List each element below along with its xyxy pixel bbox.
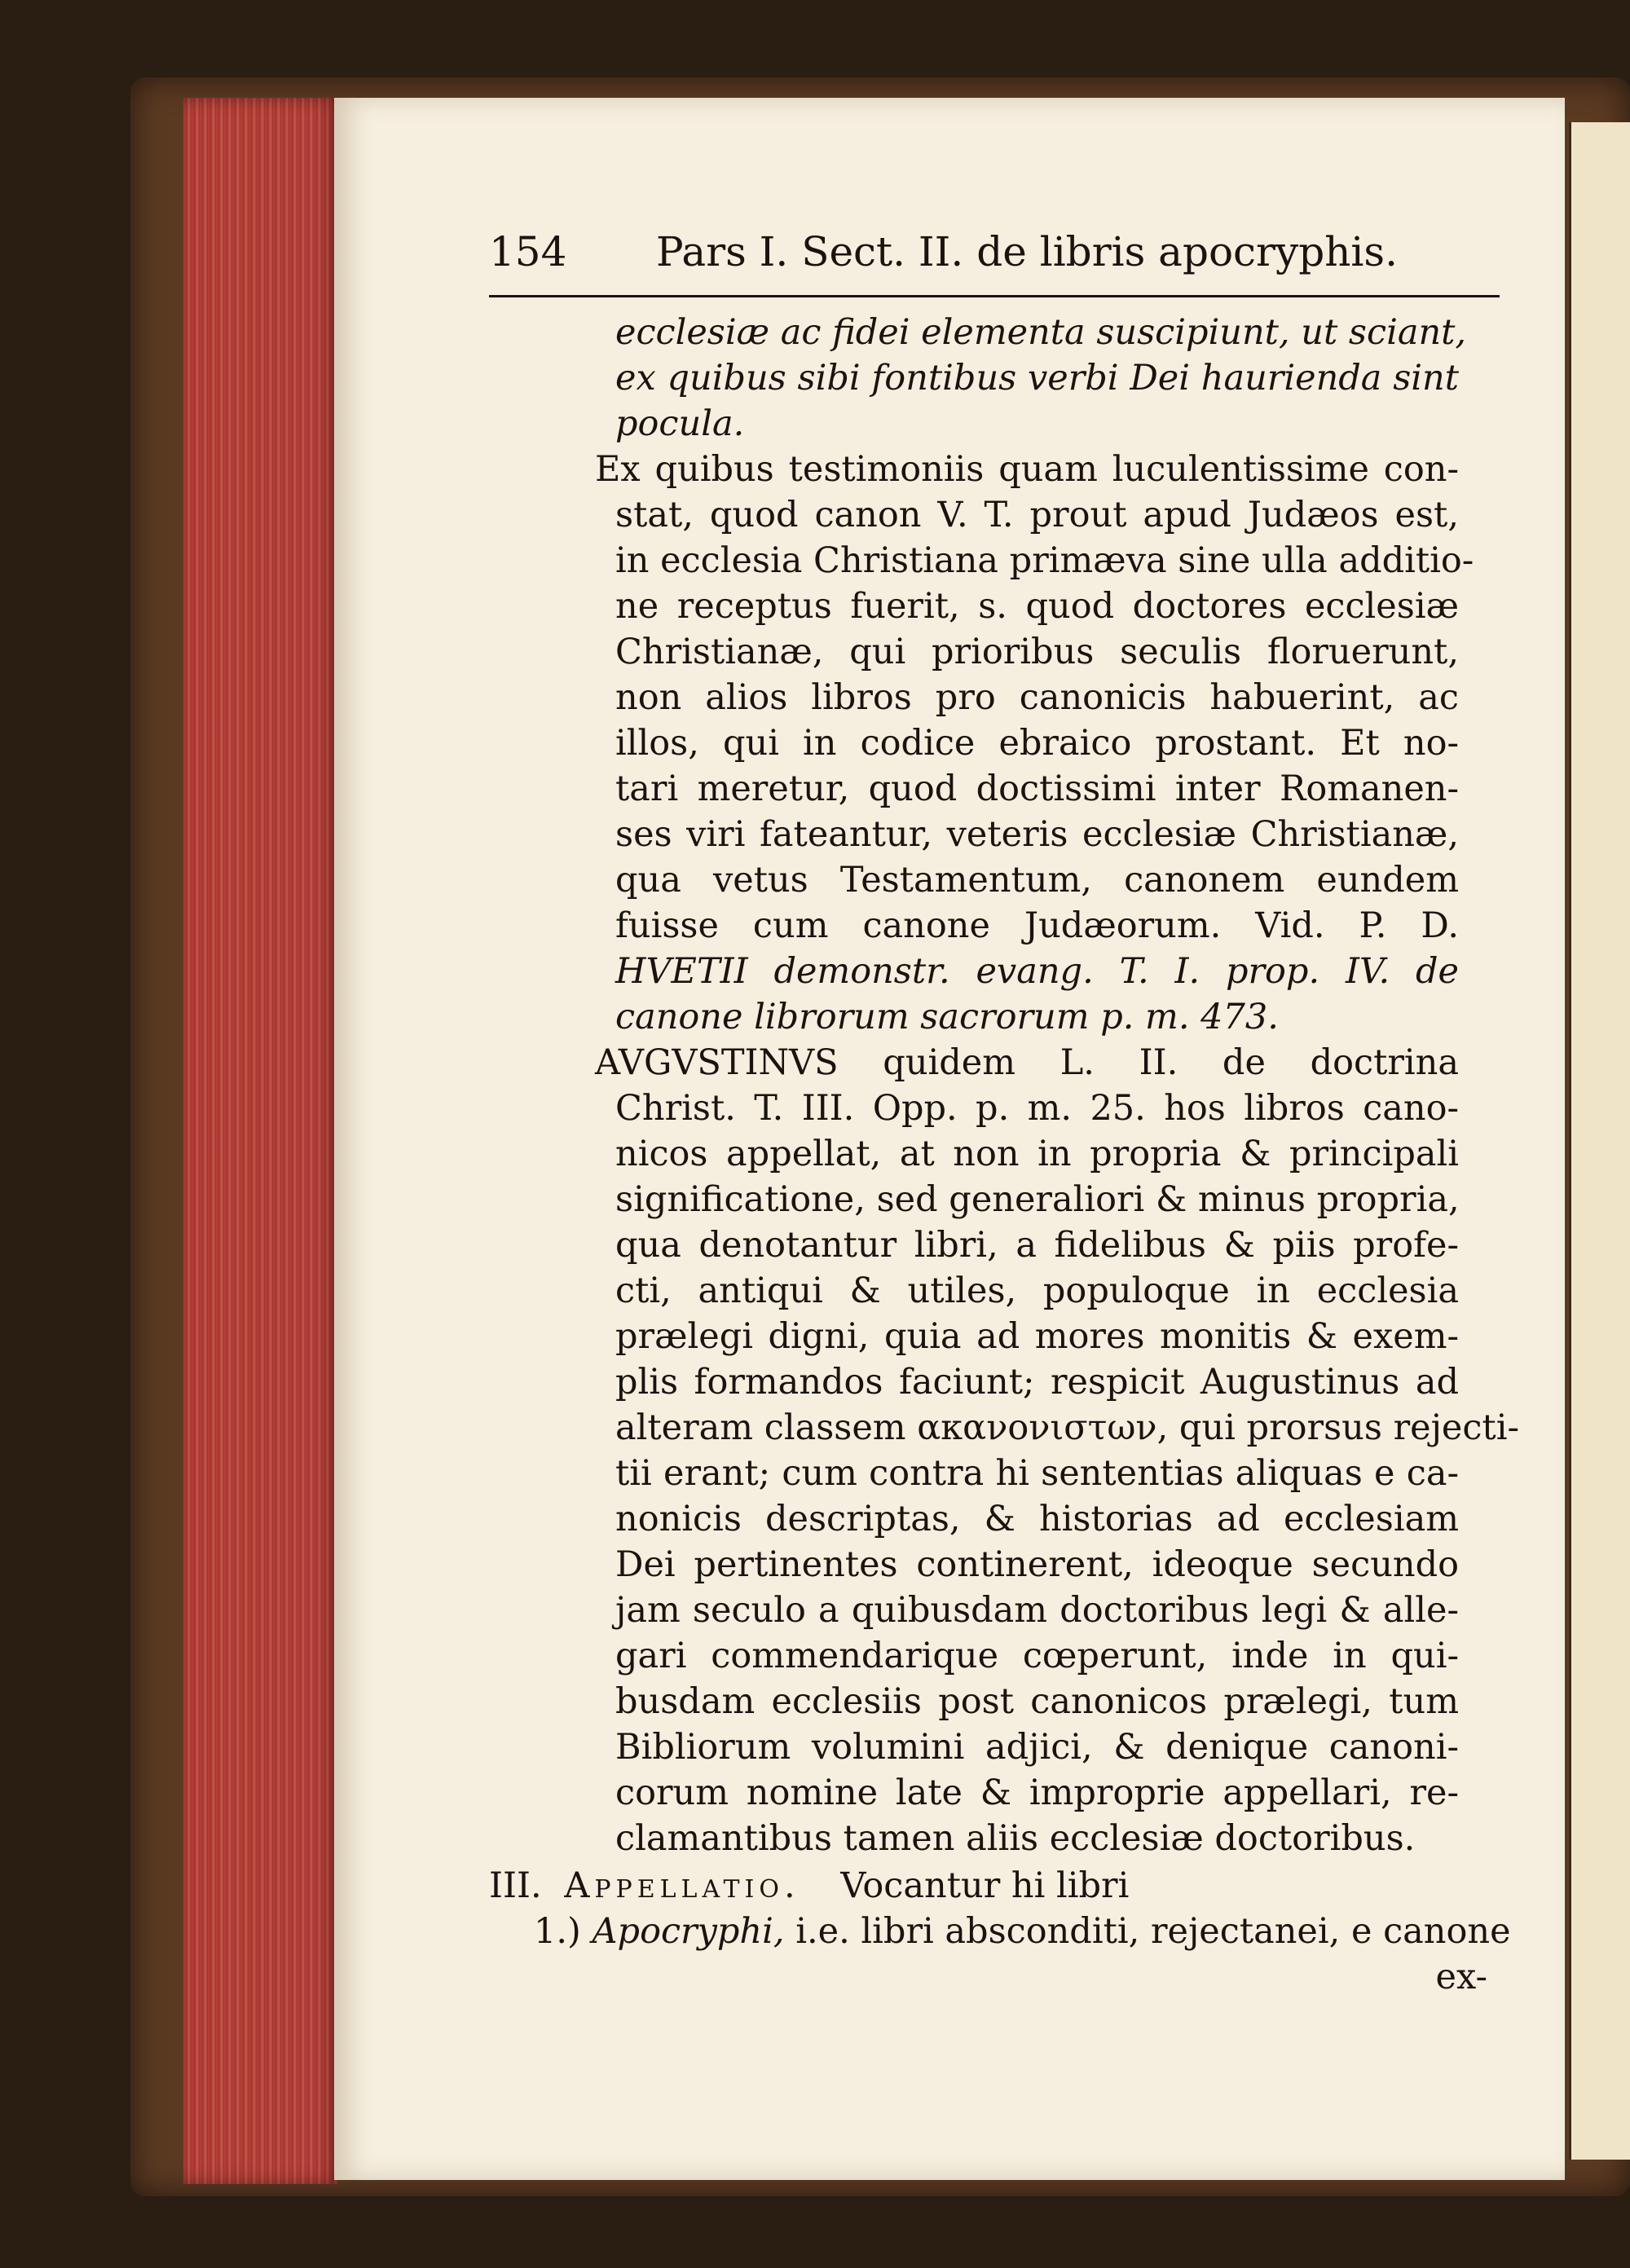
text-line: AVGVSTINVS quidem L. II. de doctrina — [595, 1042, 1459, 1083]
text-line: ex quibus sibi fontibus verbi Dei haurienda sint — [615, 358, 1459, 399]
text-line: Ex quibus testimoniis quam luculentissime con- — [595, 449, 1459, 490]
text-line: illos, qui in codice ebraico prostant. Et no- — [615, 723, 1459, 764]
item-text: i.e. libri absconditi, rejectanei, e canone — [795, 1911, 1511, 1952]
text-line: in ecclesia Christiana primæva sine ulla additio- — [615, 540, 1474, 581]
section-numeral: III. — [489, 1865, 542, 1906]
catchword: ex- — [1435, 1957, 1487, 1997]
text-line: cti, antiqui & utiles, populoque in ecclesia — [615, 1271, 1459, 1311]
text-line: Bibliorum volumini adjici, & denique canoni- — [615, 1727, 1459, 1768]
text-line: qua vetus Testamentum, canonem eundem — [615, 860, 1459, 901]
text-line: tari meretur, quod doctissimi inter Romanen- — [615, 768, 1459, 809]
text-line: ne receptus fuerit, s. quod doctores ecclesiæ — [615, 586, 1459, 627]
section-text: Vocantur hi libri — [840, 1865, 1130, 1906]
text-line: jam seculo a quibusdam doctoribus legi & alle- — [615, 1590, 1459, 1631]
item-number: 1.) — [534, 1911, 581, 1952]
page-header — [489, 228, 1500, 285]
text-line: stat, quod canon V. T. prout apud Judæos est, — [615, 495, 1459, 535]
text-line: canone librorum sacrorum p. m. 473. — [615, 997, 1279, 1037]
text-line: qua denotantur libri, a fidelibus & piis profe- — [615, 1225, 1459, 1266]
text-line: clamantibus tamen aliis ecclesiæ doctoribus. — [615, 1818, 1416, 1859]
text-line: pocula. — [615, 403, 745, 444]
text-line: ses viri fateantur, veteris ecclesiæ Christianæ, — [615, 814, 1459, 855]
text-line: Christ. T. III. Opp. p. m. 25. hos libros cano- — [615, 1088, 1459, 1129]
text-line: HVETII demonstr. evang. T. I. prop. IV. de — [615, 951, 1459, 992]
next-page-edge — [1569, 122, 1630, 2160]
header-rule — [489, 295, 1500, 297]
text-line: alteram classem ακανονιστων, qui prorsus rejecti- — [615, 1407, 1519, 1448]
text-line: tii erant; cum contra hi sententias aliquas e ca- — [615, 1453, 1459, 1494]
text-line: significatione, sed generaliori & minus propria, — [615, 1179, 1460, 1220]
text-line: ecclesiæ ac fidei elementa suscipiunt, ut sciant, — [615, 312, 1467, 353]
text-line: nicos appellat, at non in propria & principali — [615, 1134, 1459, 1174]
text-line: Christianæ, qui prioribus seculis floruerunt, — [615, 632, 1459, 672]
numbered-item — [534, 1909, 1511, 1954]
page-number: 154 — [489, 228, 567, 275]
running-title: Pars I. Sect. II. de libris apocryphis. — [656, 228, 1398, 275]
text-line: prælegi digni, quia ad mores monitis & exem- — [615, 1316, 1459, 1357]
text-line: Dei pertinentes continerent, ideoque secundo — [615, 1544, 1459, 1585]
section-heading — [489, 1863, 1467, 1909]
section-title: Appellatio. — [564, 1865, 800, 1906]
text-line: nonicis descriptas, & historias ad ecclesiam — [615, 1499, 1459, 1539]
text-line: non alios libros pro canonicis habuerint, ac — [615, 677, 1459, 718]
text-line: plis formandos faciunt; respicit Augustinus ad — [615, 1362, 1459, 1403]
text-line: busdam ecclesiis post canonicos prælegi, tum — [615, 1681, 1459, 1722]
text-line: gari commendarique cœperunt, inde in qui- — [615, 1636, 1459, 1676]
text-line: fuisse cum canone Judæorum. Vid. P. D. — [615, 905, 1459, 946]
page-edges — [183, 98, 338, 2184]
item-term: Apocryphi, — [592, 1911, 785, 1952]
text-line: corum nomine late & improprie appellari, re- — [615, 1773, 1459, 1813]
